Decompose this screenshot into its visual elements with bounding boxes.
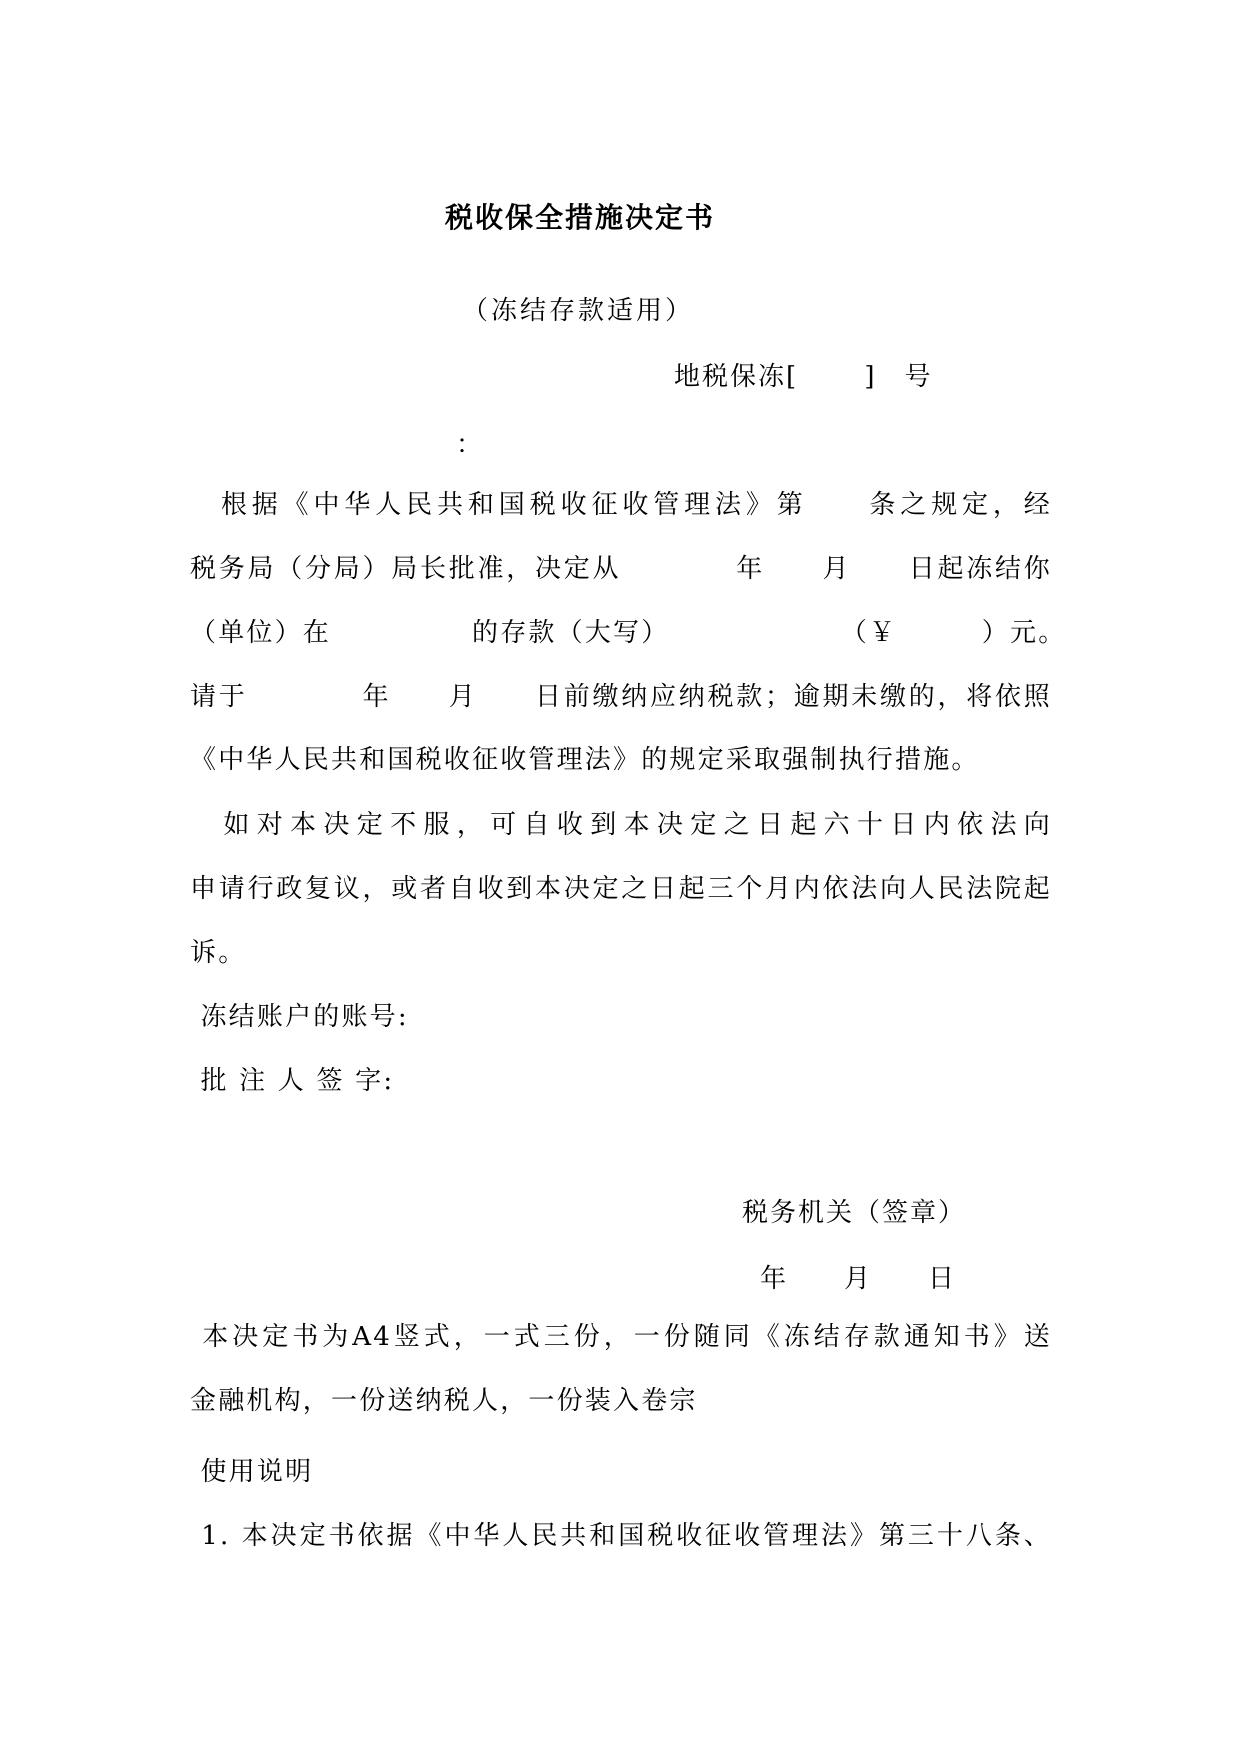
body-paragraph-2-line-1: 如对本决定不服，可自收到本决定之日起六十日内依法向 xyxy=(190,810,1052,840)
document-title: 税收保全措施决定书 xyxy=(444,201,715,234)
document-number: 地税保冻[ ] 号 xyxy=(674,362,933,392)
note-line-2: 金融机构，一份送纳税人，一份装入卷宗 xyxy=(190,1386,698,1416)
body-paragraph-2-line-2: 申请行政复议，或者自收到本决定之日起三个月内依法向人民法院起 xyxy=(190,874,1052,904)
approver-signature-label: 批 注 人 签 字: xyxy=(190,1066,395,1096)
body-paragraph-1-line-5: 《中华人民共和国税收征收管理法》的规定采取强制执行措施。 xyxy=(190,745,980,775)
signature-date: 年 月 日 xyxy=(760,1264,957,1294)
addressee-colon: ： xyxy=(456,430,483,460)
usage-heading: 使用说明 xyxy=(190,1457,314,1487)
note-line-1: 本决定书为A4竖式，一式三份，一份随同《冻结存款通知书》送 xyxy=(190,1322,1052,1352)
body-paragraph-1-line-3: （单位）在 的存款（大写） （￥ ）元。 xyxy=(190,618,1067,648)
body-paragraph-1-line-1: 根据《中华人民共和国税收征收管理法》第 条之规定，经 xyxy=(190,490,1052,520)
body-paragraph-2-line-3: 诉。 xyxy=(190,938,247,968)
body-paragraph-1-line-2: 税务局（分局）局长批准，决定从 年 月 日起冻结你 xyxy=(190,554,1052,584)
document-subtitle: （冻结存款适用） xyxy=(462,296,695,326)
tax-authority-seal-label: 税务机关（签章） xyxy=(742,1198,967,1228)
usage-item-1: 1. 本决定书依据《中华人民共和国税收征收管理法》第三十八条、 xyxy=(190,1521,1052,1551)
body-paragraph-1-line-4: 请于 年 月 日前缴纳应纳税款；逾期未缴的，将依照 xyxy=(190,682,1052,712)
account-number-label: 冻结账户的账号: xyxy=(190,1002,409,1032)
